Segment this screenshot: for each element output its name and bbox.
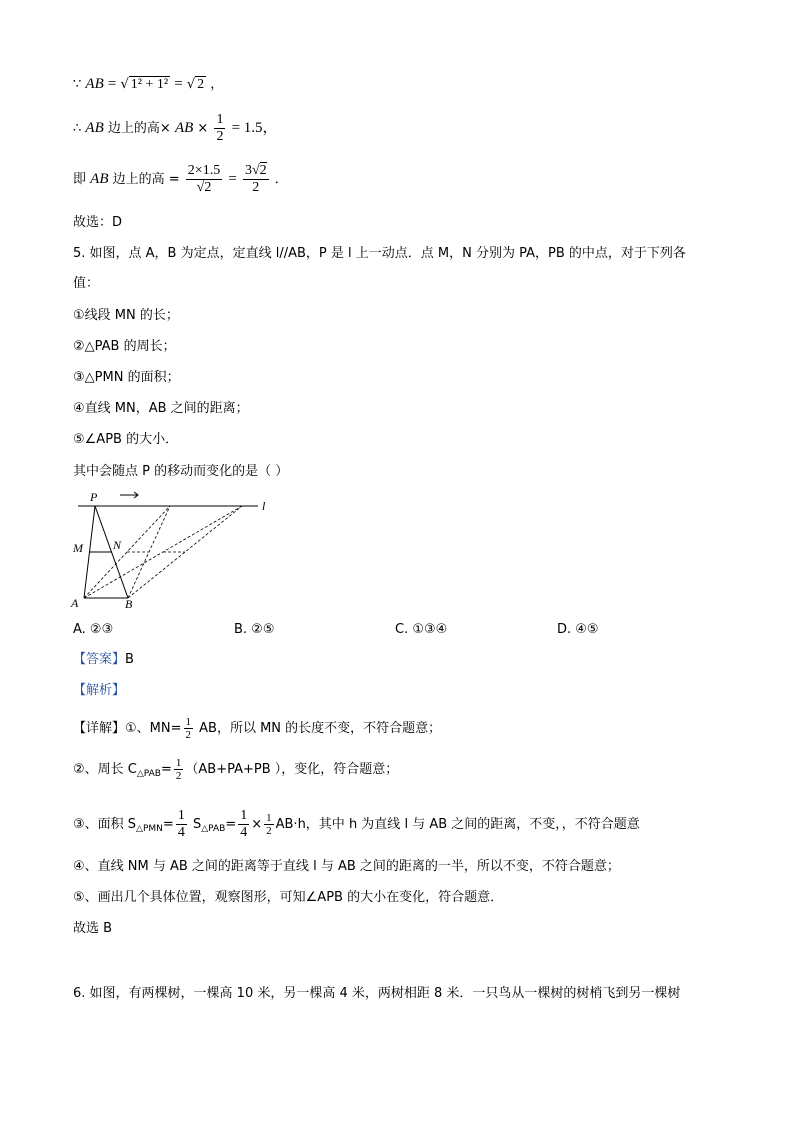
solution-line-ab-length [73, 74, 223, 95]
denominator: 2 [175, 770, 182, 782]
math-ab: AB [174, 120, 194, 136]
q6-stem-line1: 6. 如图，有两棵树，一棵高 10 米，另一棵高 4 米，两树相距 8 米．一只鸟从一棵树的树梢飞到另一棵树 [73, 986, 681, 1001]
text: （AB+PA+PB ），变化，符合题意； [185, 762, 399, 777]
subscript: △PAB [136, 769, 161, 779]
numerator: 1 [216, 112, 224, 127]
detail-line-1 [73, 716, 441, 741]
q5-item-3: ③△PMN 的面积； [73, 370, 180, 385]
option-d[interactable]: D. ④⑤ [557, 622, 599, 637]
text: 边上的高× [107, 121, 171, 136]
numerator: 3√2 [244, 163, 267, 178]
denominator: 2 [185, 729, 192, 741]
solution-line-height [73, 163, 288, 196]
answer-tag: 【答案】 [73, 652, 126, 667]
text: ②、周长 C [73, 762, 137, 777]
text: S [188, 817, 202, 832]
radicand: 2 [197, 77, 205, 92]
math-ab: AB [85, 120, 104, 136]
label-p: P [90, 490, 98, 504]
fraction-one-quarter [238, 808, 249, 841]
detail-line-5: ⑤、画出几个具体位置，观察图形，可知∠APB 的大小在变化，符合题意． [73, 890, 504, 905]
equals-sign: = [107, 76, 117, 92]
punctuation: ． [274, 172, 288, 187]
detail-tag: 【详解】 [73, 721, 126, 736]
subscript: △PAB [201, 824, 226, 834]
fraction-one-half [174, 757, 184, 782]
numerator: 1 [175, 757, 182, 769]
radicand: 2 [259, 163, 267, 178]
coefficient: 3 [244, 163, 252, 178]
option-c[interactable]: C. ①③④ [395, 622, 448, 637]
equals-sign: = [160, 762, 172, 777]
label-a: A [71, 596, 79, 610]
denominator: 2 [216, 129, 224, 144]
answer-value: B [125, 652, 134, 667]
q5-item-5: ⑤∠APB 的大小． [73, 432, 179, 447]
q5-item-4: ④直线 MN，AB 之间的距离； [73, 401, 249, 416]
denominator: 2 [266, 825, 272, 837]
numerator: 1 [177, 808, 185, 823]
radicand: 2 [204, 180, 212, 195]
choice-line-d: 故选：D [73, 215, 123, 230]
q5-item-1: ①线段 MN 的长； [73, 308, 179, 323]
subscript: △PMN [136, 824, 163, 834]
label-l: l [262, 499, 266, 513]
q5-ask: 其中会随点 P 的移动而变化的是（ ） [73, 464, 289, 479]
numerator: 1 [185, 716, 192, 728]
text: ③、面积 S [73, 817, 137, 832]
label-m: M [73, 541, 83, 555]
answer-line [73, 650, 134, 670]
denominator: 4 [177, 825, 185, 840]
denominator: 2 [252, 180, 260, 195]
fraction-one-quarter [176, 808, 187, 841]
q5-figure [70, 489, 280, 614]
result-text: = 1.5， [231, 120, 278, 136]
text: AB，所以 MN 的长度不变，不符合题意； [195, 721, 442, 736]
detail-line-3 [73, 808, 640, 841]
text: AB·h，其中 h 为直线 l 与 AB 之间的距离，不变，，不符合题意 [275, 817, 640, 832]
radicand: 1² + 1² [130, 77, 169, 92]
final-choice-line: 故选 B [73, 921, 113, 936]
q5-stem-line1: 5. 如图，点 A，B 为定点，定直线 l//AB，P 是 l 上一动点．点 M，N 分别为 PA，PB 的中点，对于下列各 [73, 246, 686, 261]
analysis-tag: 【解析】 [73, 683, 126, 698]
because-symbol: ∵ [73, 77, 82, 92]
denominator: 4 [240, 825, 248, 840]
detail-line-4: ④、直线 NM 与 AB 之间的距离等于直线 l 与 AB 之间的距离的一半，所以不变，不符合题意； [73, 859, 620, 874]
option-a[interactable]: A. ②③ [73, 622, 114, 637]
fraction-one-half [184, 716, 194, 741]
label-n: N [113, 538, 122, 552]
numerator: 1 [240, 808, 248, 823]
fraction-one-half [264, 812, 274, 837]
fraction-one-half [214, 112, 225, 145]
math-ab: AB [85, 76, 104, 92]
numerator: 2×1.5 [187, 163, 221, 178]
denominator: √2 [196, 180, 212, 195]
analysis-line [73, 681, 125, 701]
therefore-symbol: ∴ [73, 121, 82, 136]
label-b: B [125, 597, 133, 611]
q5-stem-line2: 值： [73, 276, 100, 291]
numerator: 1 [266, 812, 272, 824]
times-sign: × [251, 817, 263, 832]
equals-sign: = [174, 76, 183, 92]
option-b[interactable]: B. ②⑤ [234, 622, 275, 637]
math-ab: AB [90, 171, 109, 187]
equals-sign: = [225, 817, 237, 832]
fraction-height [186, 163, 222, 196]
times-sign: × [197, 121, 209, 136]
equals-sign: = [228, 171, 237, 187]
fraction-result [243, 163, 269, 196]
equals-sign: = [162, 817, 174, 832]
punctuation: ， [210, 77, 224, 92]
text: 即 [73, 172, 87, 187]
detail-line-2 [73, 757, 398, 784]
solution-line-area-relation [73, 112, 278, 145]
sqrt-result: √ 2 [186, 77, 205, 92]
text: 边上的高 = [112, 172, 180, 187]
sqrt-expression: √ 1² + 1² [120, 77, 169, 92]
q5-item-2: ②△PAB 的周长； [73, 339, 176, 354]
text: ①、MN= [125, 721, 182, 736]
